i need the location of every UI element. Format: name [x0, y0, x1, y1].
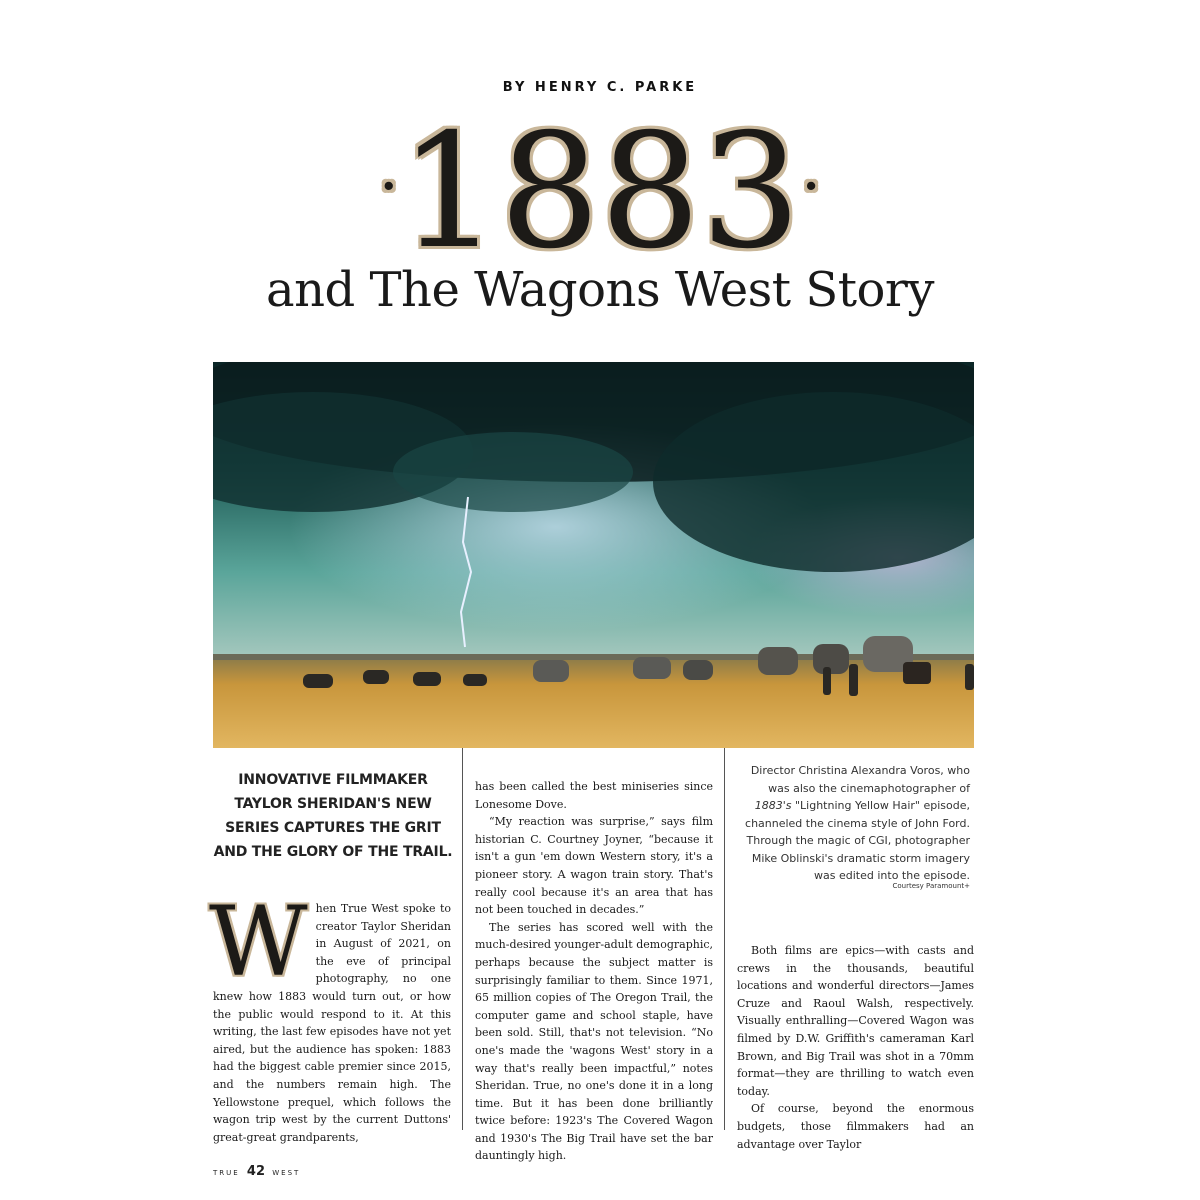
article-column-3 — [737, 942, 974, 1153]
caption-text-end: "Lightning Yellow Hair" episode, channeled the cinema style of John Ford. Through the magic of CGI, photographer Mike Oblinski's dramatic storm imagery was edited into the episode. — [745, 799, 970, 882]
byline: BY HENRY C. PARKE — [502, 80, 698, 95]
article-paragraph: Both films are epics—with casts and crews in the thousands, beautiful locations and wonderful directors—James Cruze and Raoul Walsh, respectively. Visually enthralling—Covered Wagon was filmed by D.W. Griffith's cameraman Karl Brown, and Big Trail was shot in a 70mm format—they are thrilling to watch even today. — [737, 944, 974, 1098]
caption-text: Director Christina Alexandra Voros, who was also the cinemaphotographer of — [750, 764, 970, 795]
drop-cap: W — [209, 886, 308, 998]
folio-magazine-right: WEST — [272, 1169, 301, 1177]
folio-magazine-left: TRUE — [213, 1169, 240, 1177]
title-dot-left: · — [378, 150, 399, 224]
page-folio — [213, 1164, 300, 1179]
headline-subtitle: and The Wagons West Story — [266, 262, 934, 318]
column-rule-right — [724, 748, 725, 1130]
article-paragraph: has been called the best miniseries since Lonesome Dove. — [475, 780, 713, 811]
article-deck: INNOVATIVE FILMMAKER TAYLOR SHERIDAN'S NEW SERIES CAPTURES THE GRIT AND THE GLORY OF THE TRAIL. — [213, 772, 453, 860]
article-paragraph: Of course, beyond the enormous budgets, those filmmakers had an advantage over Taylor — [737, 1102, 974, 1151]
photo-credit: Courtesy Paramount+ — [892, 882, 970, 890]
photo-caption — [737, 762, 970, 885]
headline — [0, 100, 1200, 285]
article-paragraph: hen True West spoke to creator Taylor Sheridan in August of 2021, on the eve of principal photography, no one knew how 1883 would turn out, or how the public would respond to it. At this writing, the last few episodes have not yet aired, but the audience has spoken: 1883 had the biggest cable premier since 2015, and the numbers remain high. The Yellowstone prequel, which follows the wagon trip west by the current Duttons' great-great grandparents, — [213, 902, 451, 1144]
article-paragraph: “My reaction was surprise,” says film historian C. Courtney Joyner, “because it isn't a gun 'em down Western story, it's a pioneer story. A wagon train story. That's really cool because it's an area that has not been touched in decades.” — [475, 815, 713, 917]
storm-wagon-illustration — [213, 362, 974, 748]
title-dot-right: · — [801, 150, 822, 224]
article-column-2 — [475, 778, 713, 1165]
hero-photo-storm-wagons — [213, 362, 974, 748]
caption-italic-title: 1883's — [754, 799, 792, 812]
article-column-1 — [209, 886, 451, 1146]
column-rule-left — [462, 748, 463, 1130]
page-number: 42 — [246, 1164, 266, 1179]
article-paragraph: The series has scored well with the much-desired younger-adult demographic, perhaps because the subject matter is surprisingly familiar to them. Since 1971, 65 million copies of The Oregon Trail, the computer game and school staple, have been sold. Still, that's not television. “No one's made the 'wagons West' story in a way that's really been impactful,” notes Sheridan. True, no one's done it in a long time. But it has been done brilliantly twice before: 1923's The Covered Wagon and 1930's The Big Trail have set the bar dauntingly high. — [475, 920, 713, 1163]
headline-year: 1883 — [398, 100, 802, 284]
